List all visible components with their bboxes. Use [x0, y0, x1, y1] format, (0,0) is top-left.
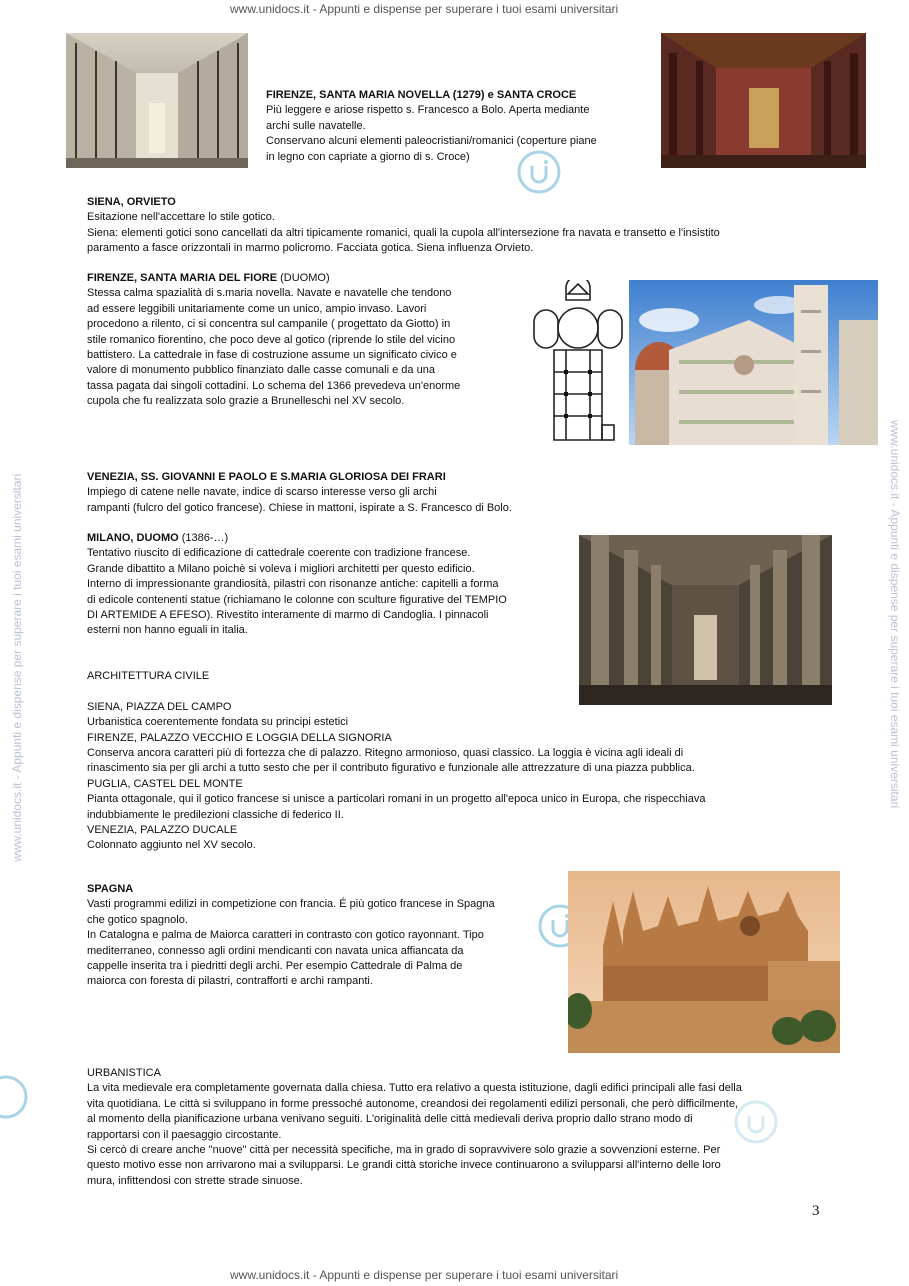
text-line: Stessa calma spazialità di s.maria novella. Navate e navatelle che tendono: [87, 287, 452, 300]
santa-maria-novella-photo: [66, 33, 248, 168]
section-heading: VENEZIA, SS. GIOVANNI E PAOLO E S.MARIA GLORIOSA DEI FRARI: [87, 471, 446, 483]
section-architettura-civile: [87, 669, 847, 854]
text-line: Esitazione nell'accettare lo stile gotico.: [87, 211, 275, 224]
text-line: SIENA, PIAZZA DEL CAMPO: [87, 700, 232, 713]
text-line: al momento della pianificazione urbana venivano seguiti. L'originalità delle città medievali deriva proprio dallo strano modo di: [87, 1113, 693, 1126]
text-line: Conservano alcuni elementi paleocristiani/romanici (coperture piane: [266, 135, 597, 148]
section-firenze-smn: [266, 88, 646, 165]
section-venezia-frari: [87, 470, 607, 516]
text-line: Conserva ancora caratteri più di fortezza che di palazzo. Ritegno armonioso, quasi classico. La loggia è vicina agli ideali di: [87, 747, 684, 760]
text-line: Più leggere e ariose rispetto s. Francesco a Bolo. Aperta mediante: [266, 104, 590, 117]
text-line: Si cercò di creare anche "nuove" città per necessità specifiche, ma in grado di sopravvivere solo grazie a sovvenzioni esterne. Per: [87, 1144, 721, 1157]
text-line: archi sulle navatelle.: [266, 119, 366, 132]
text-line: maiorca con foresta di pilastri, contrafforti e archi rampanti.: [87, 975, 373, 988]
section-milano-duomo: [87, 531, 567, 639]
text-line: indubbiamente le predilezioni classiche di federico II.: [87, 808, 344, 821]
text-line: rampanti (fulcro del gotico francese). Chiese in mattoni, ispirate a S. Francesco di Bolo.: [87, 501, 512, 514]
section-heading: FIRENZE, SANTA MARIA NOVELLA (1279) e SANTA CROCE: [266, 89, 577, 101]
palma-cathedral-photo: [568, 871, 840, 1053]
text-line: cupola che fu realizzata solo grazie a Brunelleschi nel XV secolo.: [87, 395, 405, 408]
text-line: paramento a fasce orizzontali in marmo policromo. Facciata gotica. Siena influenza Orvieto.: [87, 242, 534, 255]
text-line: Impiego di catene nelle navate, indice di scarso interesse verso gli archi: [87, 486, 437, 499]
left-side-watermark: www.unidocs.it - Appunti e dispense per superare i tuoi esami universitari: [10, 473, 24, 862]
text-line: PUGLIA, CASTEL DEL MONTE: [87, 777, 243, 790]
text-line: battistero. La cattedrale in fase di costruzione assume un significato civico e: [87, 349, 457, 362]
text-line: vita quotidiana. Le città si sviluppano in forme pressoché autonome, creandosi dei regolamenti edilizi personali, che però difficilmente,: [87, 1097, 738, 1110]
text-line: In Catalogna e palma de Maiorca caratteri in contrasto con gotico rayonnant. Tipo: [87, 929, 484, 942]
text-line: procedono a rilento, ci si concentra sul campanile ( progettato da Giotto) in: [87, 318, 451, 331]
florence-duomo-photo: [629, 280, 878, 445]
section-siena-orvieto: [87, 195, 827, 257]
text-line: questo motivo esse non arrivarono mai a svilupparsi. Le grandi città storiche invece continuarono a svilupparsi all'interno delle loro: [87, 1159, 721, 1172]
text-line: di edicole contenenti statue (richiamano le colonne con sculture figurative del TEMPIO: [87, 593, 507, 606]
section-title: URBANISTICA: [87, 1067, 161, 1079]
text-line: tassa pagata dai singoli cottadini. Lo schema del 1366 prevedeva un'enorme: [87, 379, 461, 392]
text-line: rapportarsi con il paesaggio circostante.: [87, 1128, 282, 1141]
section-spagna: [87, 882, 557, 990]
unidocs-logo-icon: [0, 1073, 30, 1121]
section-title: ARCHITETTURA CIVILE: [87, 670, 210, 682]
section-heading: FIRENZE, SANTA MARIA DEL FIORE: [87, 272, 278, 284]
text-line: La vita medievale era completamente governata dalla chiesa. Tutto era relativo a questa istituzione, dagli edifici principali alle fasi della: [87, 1082, 742, 1095]
text-line: FIRENZE, PALAZZO VECCHIO E LOGGIA DELLA SIGNORIA: [87, 731, 392, 744]
text-line: Interno di impressionante grandiosità, pilastri con risonanze antiche: capitelli a forma: [87, 578, 499, 591]
text-line: cappelle inserita tra i piedritti degli archi. Per esempio Cattedrale di Palma de: [87, 960, 463, 973]
text-line: DI ARTEMIDE A EFESO). Rivestito interamente di marmo di Candoglia. I pinnacoli: [87, 609, 489, 622]
section-firenze-duomo: [87, 271, 517, 410]
text-line: Grande dibattito a Milano poichè si voleva i migliori architetti per questo edificio.: [87, 562, 475, 575]
section-heading: MILANO, DUOMO: [87, 532, 179, 544]
text-line: valore di monumento pubblico finanziato dalle casse comunali e da una: [87, 364, 435, 377]
text-line: Siena: elementi gotici sono cancellati da altri tipicamente romanici, quali la cupola all'intersezione fra navata e transetto e l'insistito: [87, 226, 720, 239]
text-line: che gotico spagnolo.: [87, 913, 188, 926]
section-urbanistica: [87, 1066, 847, 1189]
section-heading: SPAGNA: [87, 883, 134, 895]
text-line: mediterraneo, connesso agli ordini mendicanti con navata unica affiancata da: [87, 944, 464, 957]
text-line: mura, infittendosi con strette strade sinuose.: [87, 1174, 303, 1187]
santa-croce-photo: [661, 33, 866, 168]
text-line: rinascimento sia per gli archi a tutto sesto che per il contributo figurativo e funzionale alle attrezzature di una piazza pubblica.: [87, 762, 695, 775]
text-line: in legno con capriate a giorno di s. Croce): [266, 150, 470, 163]
text-line: Pianta ottagonale, qui il gotico francese si unisce a particolari romani in un progetto all'epoca unico in Europa, che rispecchiava: [87, 793, 706, 806]
text-line: Vasti programmi edilizi in competizione con francia. É più gotico francese in Spagna: [87, 898, 495, 911]
page-number: 3: [812, 1203, 820, 1219]
duomo-floor-plan: [526, 280, 630, 452]
section-heading-suffix: (1386-…): [178, 532, 229, 544]
text-line: esterni non hanno eguali in italia.: [87, 624, 248, 637]
section-heading-suffix: (DUOMO): [277, 272, 330, 284]
header-watermark[interactable]: www.unidocs.it - Appunti e dispense per superare i tuoi esami universitari: [230, 2, 619, 16]
text-line: Tentativo riuscito di edificazione di cattedrale coerente con tradizione francese.: [87, 547, 471, 560]
right-side-watermark: www.unidocs.it - Appunti e dispense per superare i tuoi esami universitari: [888, 420, 902, 809]
text-line: ad essere leggibili unitariamente come un unico, ampio invaso. Lavori: [87, 302, 427, 315]
footer-watermark[interactable]: www.unidocs.it - Appunti e dispense per superare i tuoi esami universitari: [230, 1268, 619, 1282]
text-line: stile romanico fiorentino, che poco deve al gotico (riprende lo stile del vicino: [87, 333, 456, 346]
text-line: VENEZIA, PALAZZO DUCALE: [87, 824, 238, 837]
text-line: Colonnato aggiunto nel XV secolo.: [87, 839, 256, 852]
section-heading: SIENA, ORVIETO: [87, 196, 176, 208]
text-line: Urbanistica coerentemente fondata su principi estetici: [87, 716, 349, 729]
